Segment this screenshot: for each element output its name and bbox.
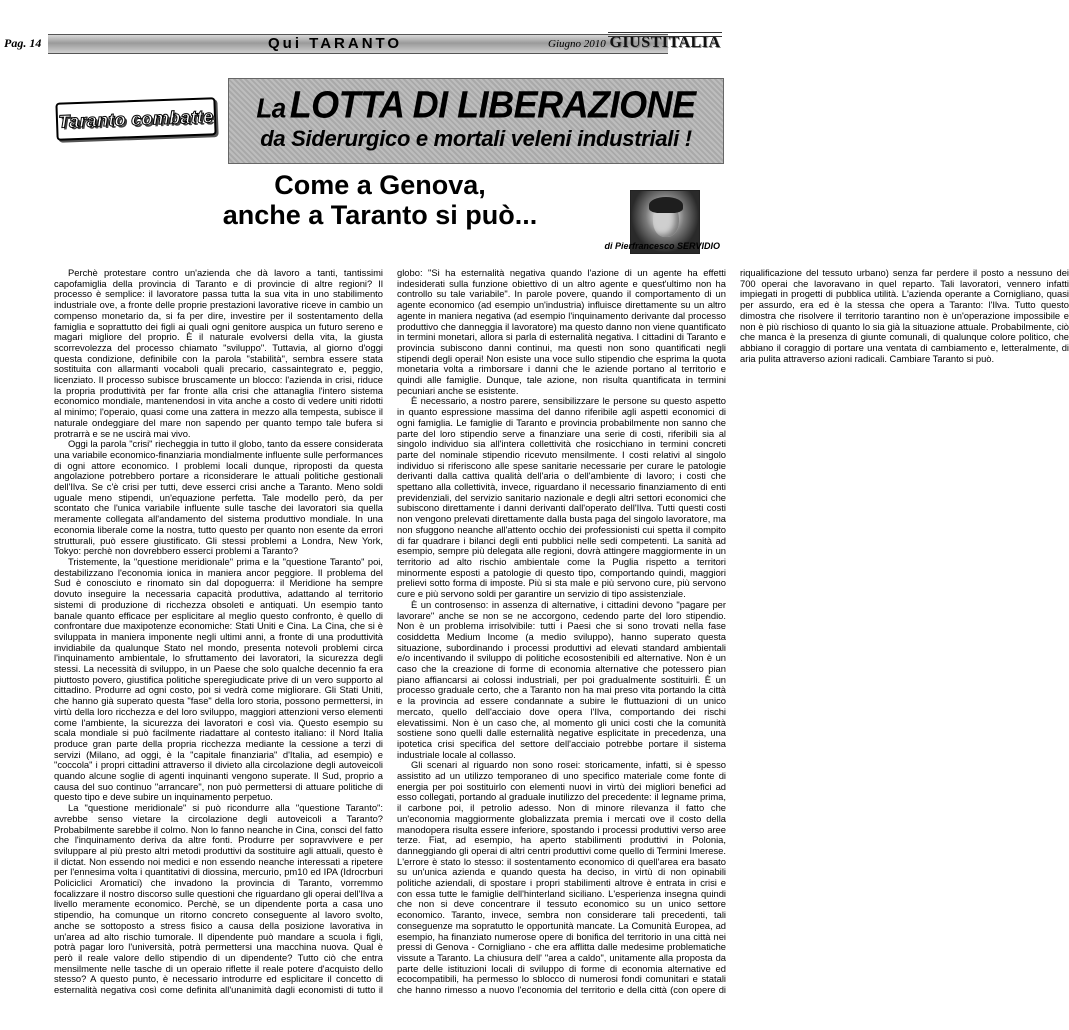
issue-date: Giugno 2010 xyxy=(548,38,606,50)
article-paragraph: La "questione meridionale" si può ricondurre alla "questione Taranto": avrebbe senso vietare la circolazione degli autoveicoli a Taranto? Probabilmente sarebbe il colmo. Non lo fanno neanche in Cina, consci del fatto che l'inquinamento deriva da altre fonti. Produrre per sopravvivere e per sviluppare al più presto altri metodi produttivi da sostituire agli attuali, questo è il dictat. Non essendo noi medici e non essendo neanche interessati a ripetere per l'ennesima volta i quantitativi di diossina, mercurio, pm10 ed IPA (Idrocrburi Policiclici Aromatici) che invadono la provincia di Taranto, vorremmo focalizzare il nostro discorso sulle questioni che riguardano gli operai dell'Ilva a livello meramente economico. Perchè, se un dipendente porta a casa uno stipendio, ha comunque un ritorno concreto conseguente al lavoro svolto, anche se sottoposto a stress fisico a causa della posizione lavorativa in un'area ad alto rischio tumorale. Il dipendente può mandare a scuola i figli, potrà pagar loro l'università, potrà permettersi una macchina nuova. Qual è però il reale valore dello stipendio di un dipendente? Tutto ciò che entra mensilmente nelle tasche di un operaio riflette il reale potere d'acquisto dello stesso? A questo punto, è necessario introdurre ed esplicitare il concetto di esternalità negativa così come definita all'unanimità dagli economisti di tutto il globo: "Si ha esternalità negativa quando l'azione di un agente ha effetti indesiderati sulla funzione obiettivo di un altro agente e quest'ultimo non ha controllo su tale variabile". In parole povere, quando il comportamento di un agente economico (ad esempio un'industria) influisce direttamente su un altro agente in maniera negativa (ad esempio l'inquinamento derivante dal processo produttivo che danneggia il lavoratore) ma questo danno non viene quantificato in termini monetari, allora si parla di esternalità negativa. I cittadini di Taranto e provincia subiscono danni continui, ma questi non sono quantificati negli stipendi degli operai! Non esiste una voce sullo stipendio che esprima la quota monetaria volta a rimborsare i danni che le aziende portano al territorio e quindi alle famiglie. Dunque, tale azione, non risulta quantificata in termini pecuniari anche se esistente. xyxy=(54,267,726,996)
article-paragraph: È un controsenso: in assenza di alternative, i cittadini devono "pagare per lavorare" anche se non se ne accorgono, cedendo parte del loro stipendio. Non è un problema irrisolvibile: tutti i Paesi che si sono trovati nella fase cosiddetta Medium Income (a medio sviluppo), hanno superato questa situazione, subordinando i processi produttivi ad elevati standard ambientali e/o incentivando il sviluppo di politiche ecosostenibili ed alternative. Non è un caso che la creazione di forme di economia alternative che potessero pian piano affiancarsi ai colossi industriali, per poi gradualmente sostituirli. È un processo graduale certo, che a Taranto non ha mai preso vita portando la città e la provincia ad essere condannate a subire le fluttuazioni di un unico mercato, quello dell'acciaio dove opera l'Ilva, comportando dei rischi elevatissimi. Non è un caso che, al momento gli unici costi che la comunità sostiene sono quelli dalle esternalità negative esplicitate in precedenza, una ipotetica crisi specifica del settore dell'acciaio potrebbe portare il sistema industriale locale al collasso. xyxy=(397,598,726,760)
article-body xyxy=(54,267,1069,1006)
photo-hair xyxy=(649,197,683,213)
article-paragraph: Gli scenari al riguardo non sono rosei: storicamente, infatti, si è spesso assistito ad un utilizzo temporaneo di uno specifico materiale come fonte di energia per poi sostituirlo con elementi nuovi in virtù dei migliori benefici ad esso collegati, portando al graduale inutilizzo del precedente: il legname prima, il carbone poi, il petrolio adesso. Non di minore rilevanza il fatto che un'economia maggiormente globalizzata premia i mercati ove il costo della manodopera risulta essere inferiore, spostando i processi produttivi verso aree terze. Fiat, ad esempio, ha aperto stabilimenti produttivi in Polonia, danneggiando gli operai di altri centri produttivi come quello di Termini Imerese. L'errore è stato lo stesso: il sostentamento economico di quell'area era basato su un'unica azienda e quando questa ha deciso, in virtù di non opinabili politiche aziendali, di spostare i propri stabilimenti altrove è entrata in crisi e con essa tutte le famiglie dell'hinterland siciliano. L'esperienza insegna quindi che non si deve concentrare il tessuto economico su un unico settore economico. Taranto, invece, sembra non considerare tali precedenti, tali conseguenze ma sopratutto le opportunità mancate. La Comunità Europea, ad esempio, ha finanziato numerose opere di bonifica del territorio in una città nei pressi di Genova - Cornigliano - che era afflitta dalle medesime problematiche vissute a Taranto. La chiusura dell' "area a caldo", unitamente alla proposta da parte delle istituzioni locali di sviluppo di forme di economia alternative ed ecocompatibili, ha permesso lo sblocco di numerosi fondi comunitari e statali che hanno rimesso a nuovo l'economia del territorio e della città (con opere di riqualificazione del tessuto urbano) senza far perdere il posto a nessuno dei 700 operai che lavoravano in quel reparto. Tali lavoratori, vennero infatti impiegati in progetti di pubblica utilità. L'azienda operante a Cornigliano, quasi per assurdo, era ed è la stessa che opera a Taranto: l'Ilva. Tutto questo dimostra che risolvere il territorio tarantino non è un'operazione impossibile e non è più rischioso di quanto lo sia già la situazione attuale. Probabilmente, ciò che manca è la presenza di giunte comunali, di qualunque colore politico, che abbiano il coraggio di portare una ventata di cambiamento e, letteralmente, di aria pulita attraverso azioni radicali. Cambiare Taranto si può. xyxy=(397,267,1069,996)
page-number: Pag. 14 xyxy=(4,36,42,50)
headline-line-1: Come a Genova, xyxy=(274,170,486,200)
headline-banner xyxy=(228,78,724,164)
article-paragraph: Tristemente, la "questione meridionale" prima e la "questione Taranto" poi, destabilizzano l'economia ionica in maniera ancor peggiore. Il problema del Sud è conosciuto e rinomato sin dal dopoguerra: il Meridione ha sempre dovuto inseguire la necessaria capacità produttiva, adattando al territorio sistemi di produzione di ricchezza obsoleti e antiquati. Un esempio tanto banale quanto efficace per esplicitare al meglio questo confronto, è quello di confrontare due maxipotenze economiche: Stati Uniti e Cina. La Cina, che si è sviluppata in maniera imponente negli ultimi anni, a fronte di una produttività invidiabile da qualunque Stato nel mondo, presenta notevoli problemi circa l'inquinamento ambientale, lo sfruttamento dei lavoratori, la sicurezza degli stessi. La necessità di sviluppo, in un Paese che solo qualche decennio fa era piuttosto povero, giustifica politiche speregiudicate prive di un vero supporto al cittadino. Produrre ad ogni costo, poi si vedrà come migliorare. Gli Stati Uniti, che hanno già superato questa "fase" della loro storia, possono permettersi, in virtù della loro ricchezza e del loro sviluppo, maggiori attenzioni verso elementi come l'ambiente, la sicurezza dei lavoratori e così via. Questo esempio su scala mondiale si può facilmente riadattare al contesto italiano: il Nord Italia produce gran parte della propria ricchezza mediante la cessione a terzi di servizi (Milano, ad oggi, è la "capitale finanziaria" d'Italia, ad esempio) e "coccola" i propri cittadini attraverso il divieto alla circolazione degli autoveicoli quando alcune soglie di agenti inquinanti vengono superate. Il Sud, proprio a causa del suo continuo "arrancare", non può permettersi di attuare politiche di questo tipo e deve subire un inquinamento perpetuo. xyxy=(54,555,383,803)
headline-line-2: anche a Taranto si può... xyxy=(222,200,538,230)
banner-title-prefix: La xyxy=(256,92,286,124)
banner-title-main: LOTTA DI LIBERAZIONE xyxy=(289,82,696,126)
masthead-logo: GIUSTITALIA xyxy=(604,30,726,56)
banner-subtitle: da Siderurgico e mortali veleni industriali ! xyxy=(260,126,692,151)
article-paragraph: Oggi la parola "crisi" riecheggia in tutto il globo, tanto da essere considerata una variabile economico-finanziaria mondialmente influente sulle performances di ogni attore economico. I problemi locali dunque, riproposti da questa angolazione potrebbero portare a riconsiderare le attuali politiche gestionali dell'Ilva. Se c'è crisi per tutti, deve esserci crisi anche a Taranto. Meno soldi uguale meno stipendi, un'equazione perfetta. Tale modello però, da per scontato che l'unica variabile influente sulle tasche dei lavoratori sia quella meramente collegata all'andamento del sistema produttivo mondiale. In una economia liberale come la nostra, tutto questo per quanto non esente da errori strutturali, può essere giustificato. Gli stessi problemi a Londra, New York, Tokyo: perchè non dovrebbero esserci problemi a Taranto? xyxy=(54,438,383,557)
article-headline xyxy=(200,170,560,230)
taranto-combatte-tag xyxy=(55,97,216,141)
banner-title xyxy=(229,84,723,129)
article-paragraph: Perchè protestare contro un'azienda che dà lavoro a tanti, tantissimi capofamiglia della provincia di Taranto e di provincie di altre regioni? Il processo è semplice: il lavoratore passa tutta la sua vita in uno stabilimento industriale ove, a fronte delle proprie prestazioni lavorative riceve in cambio un compenso monetario da, si fa per dire, investire per il sostentamento della famiglia e soprattutto dei figli ai quali ogni genitore auspica un futuro sereno e magari migliore del proprio. È il naturale evolversi della vita, la giusta scorrevolezza del processo chiamato "sviluppo". Tuttavia, al giorno d'oggi questa condizione, definibile con la parola "stabilità", sembra essere stata sostituita con allarmanti vocaboli quali precario, cassaintegrato e, peggio, licenziato. Il processo subisce bruscamente un blocco: l'azienda in crisi, riduce la propria produttività per far fronte alla crisi che attanaglia l'intero sistema economico mondiale, mantenendosi in vita anche a costo di vedere uniti ridotti al minimo; l'operaio, quasi come una zattera in mezzo alla tempesta, subisce il naturale ondeggiare del mare non sapendo per quanto tempo tale bufera si protrarrà e se ne uscirà mai vivo. xyxy=(54,267,383,439)
article-paragraph: È necessario, a nostro parere, sensibilizzare le persone su questo aspetto in quanto espressione massima del danno riferibile agli aspetti economici di ogni famiglia. Le famiglie di Taranto e provincia probabilmente non sanno che parte del loro stipendio serve a finanziare una serie di costi, riferibili sia al singolo individuo sia all'intera collettività che rosicchiano in termini concreti parte del nominale stipendio ricevuto mensilmente. I costi relativi al singolo individuo si riferiscono alle spese sanitarie necessarie per curare le patologie derivanti dalla cattiva qualità dell'aria o dell'ambiente di lavoro; i costi che spettano alla collettività, invece, riguardano il necessario finanziamento di enti previdenziali, del servizio sanitario nazionale e degli altri settori economici che subiscono direttamente i danni derivanti dall'operato dell'Ilva. Tutti questi costi non vengono prelevati direttamente dalla busta paga del singolo lavoratore, ma non sfuggono neanche all'attento occhio dei professionisti cui spetta il compito di far quadrare i bilanci degli enti pubblici nelle sedi competenti. La sanità ad esempio, sempre più delegata alle regioni, dovrà attingere maggiormente in un territorio ad alto rischio ambientale come la Puglia rispetto a territori minormente esposti a patologie di questo tipo, comportando quindi, maggiori prelievi sotto forma di imposte. Più si sta male e più servono cure, più servono cure e più servono soldi per garantire un servizio di tipo assistenziale. xyxy=(397,395,726,600)
section-title: Qui TARANTO xyxy=(268,35,403,52)
page-header xyxy=(0,0,728,62)
author-byline: di Pierfrancesco SERVIDIO xyxy=(604,241,720,251)
tag-label: Taranto combatte xyxy=(58,105,214,132)
